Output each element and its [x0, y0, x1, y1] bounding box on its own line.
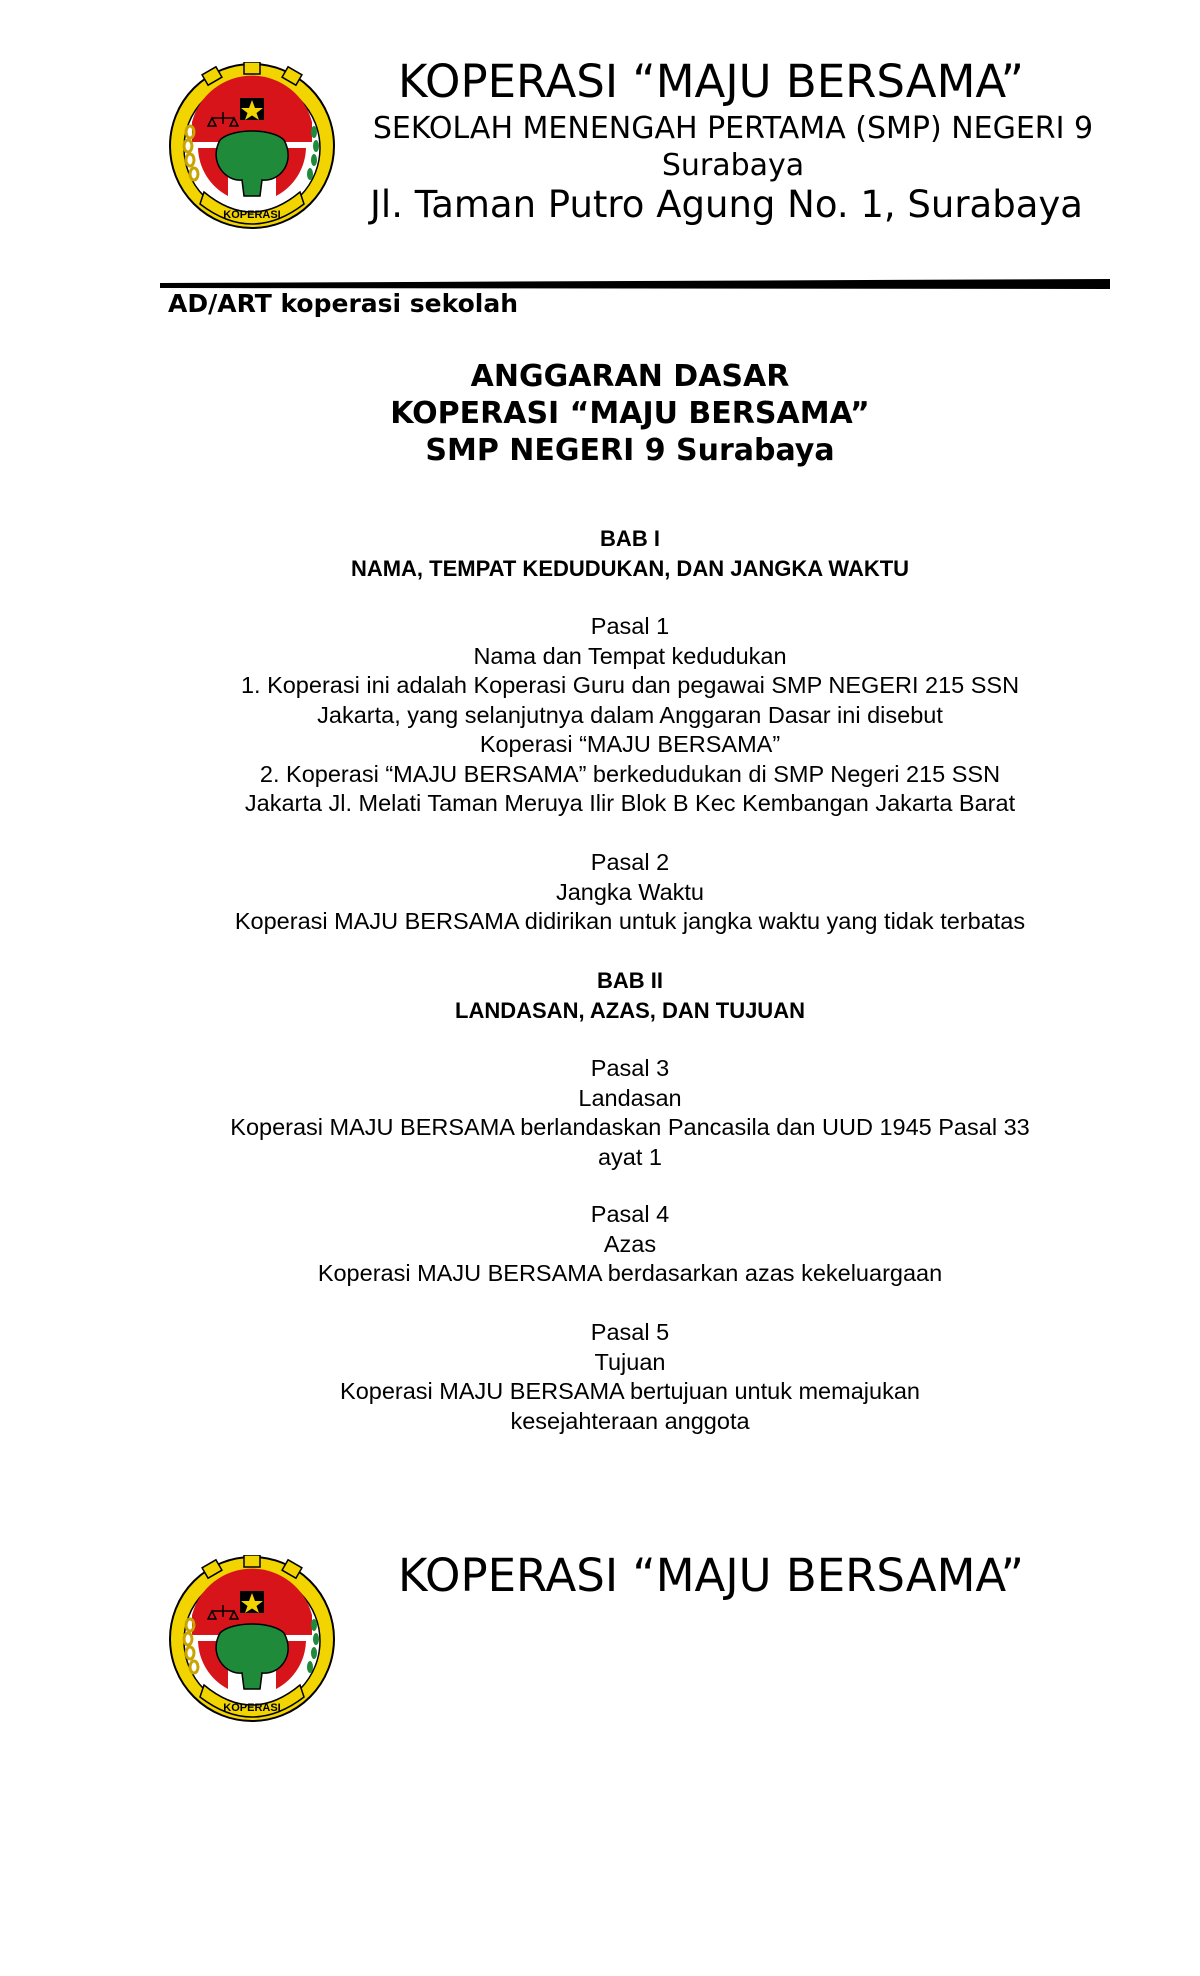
- logo-text: KOPERASI: [223, 209, 281, 221]
- bab-1-number: BAB I: [600, 526, 660, 551]
- pasal-4-line: Koperasi MAJU BERSAMA berdasarkan azas kekeluargaan: [317, 1260, 943, 1286]
- pasal-1-line: 2. Koperasi “MAJU BERSAMA” berkedudukan di SMP Negeri 215 SSN: [259, 760, 1001, 787]
- pasal-5-label: Pasal 5: [590, 1319, 670, 1345]
- koperasi-emblem-icon: [168, 1555, 336, 1723]
- doc-title-line-1: ANGGARAN DASAR: [470, 359, 790, 394]
- pasal-1-line: Koperasi “MAJU BERSAMA”: [479, 731, 781, 757]
- pasal-3-line: Koperasi MAJU BERSAMA berlandaskan Pancasila dan UUD 1945 Pasal 33: [230, 1114, 1030, 1140]
- pasal-3-line: ayat 1: [597, 1143, 663, 1170]
- pasal-3-title: Landasan: [578, 1084, 682, 1111]
- pasal-3: [160, 1054, 1100, 1172]
- bab-2-number: BAB II: [597, 968, 663, 993]
- logo-text: KOPERASI: [223, 1702, 281, 1714]
- pasal-1: [160, 612, 1100, 819]
- pasal-1-line: Jakarta, yang selanjutnya dalam Anggaran Dasar ini disebut: [317, 701, 943, 728]
- pasal-2-title: Jangka Waktu: [555, 878, 705, 905]
- pasal-4-title: Azas: [603, 1230, 657, 1257]
- pasal-5: [160, 1318, 1100, 1436]
- pasal-5-line: Koperasi MAJU BERSAMA bertujuan untuk memajukan: [340, 1378, 920, 1404]
- koperasi-emblem-icon: [168, 62, 336, 230]
- footer-letterhead-title: KOPERASI “MAJU BERSAMA”: [398, 1549, 1024, 1602]
- doc-title-line-2: KOPERASI “MAJU BERSAMA”: [390, 396, 870, 431]
- bab-2-heading: [160, 966, 1100, 1026]
- section-label: AD/ART koperasi sekolah: [168, 289, 518, 318]
- pasal-2-line: Koperasi MAJU BERSAMA didirikan untuk jangka waktu yang tidak terbatas: [234, 908, 1026, 934]
- pasal-4: [160, 1200, 1100, 1289]
- letterhead-address: Jl. Taman Putro Agung No. 1, Surabaya: [370, 183, 1083, 226]
- pasal-1-label: Pasal 1: [590, 613, 670, 639]
- letterhead-title: KOPERASI “MAJU BERSAMA”: [398, 55, 1024, 108]
- pasal-5-title: Tujuan: [594, 1348, 666, 1375]
- school-line-1: SEKOLAH MENENGAH PERTAMA (SMP) NEGERI 9: [372, 111, 1094, 146]
- school-line-2: Surabaya: [661, 148, 805, 183]
- letterhead-school: [353, 110, 1113, 184]
- doc-title-line-3: SMP NEGERI 9 Surabaya: [425, 433, 835, 468]
- pasal-1-line: 1. Koperasi ini adalah Koperasi Guru dan pegawai SMP NEGERI 215 SSN: [240, 672, 1020, 698]
- pasal-4-label: Pasal 4: [590, 1201, 670, 1227]
- pasal-1-line: Jakarta Jl. Melati Taman Meruya Ilir Blok B Kec Kembangan Jakarta Barat: [244, 790, 1016, 816]
- pasal-3-label: Pasal 3: [590, 1055, 670, 1081]
- bab-1-heading: [160, 524, 1100, 584]
- pasal-5-line: kesejahteraan anggota: [510, 1407, 750, 1434]
- pasal-2: [160, 848, 1100, 937]
- bab-1-subheading: NAMA, TEMPAT KEDUDUKAN, DAN JANGKA WAKTU: [350, 556, 910, 581]
- pasal-2-label: Pasal 2: [590, 849, 670, 875]
- bab-2-subheading: LANDASAN, AZAS, DAN TUJUAN: [455, 998, 805, 1023]
- pasal-1-title: Nama dan Tempat kedudukan: [473, 642, 787, 669]
- document-title: [160, 358, 1100, 469]
